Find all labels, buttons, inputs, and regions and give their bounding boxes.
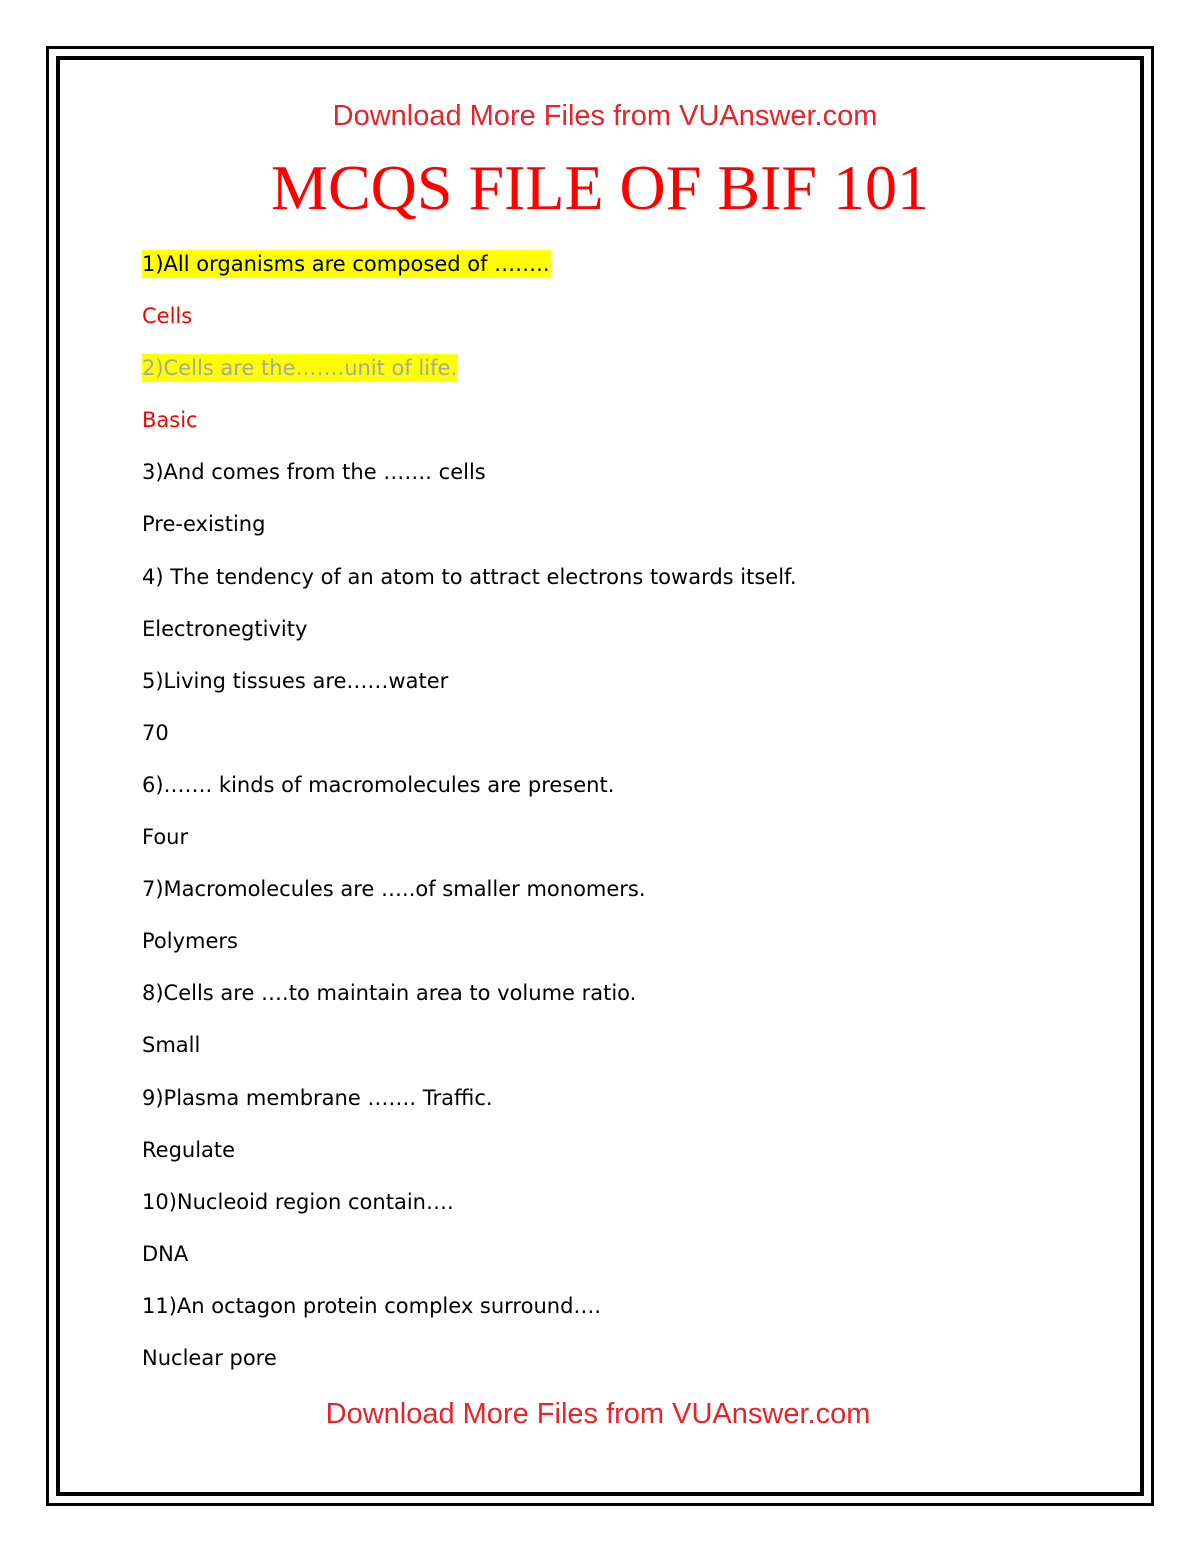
answer-3 [142, 510, 798, 562]
question-8-text: 8)Cells are ….to maintain area to volume ratio. [142, 981, 637, 1006]
footer-download-link[interactable]: Download More Files from VUAnswer.com [325, 1398, 871, 1430]
answer-6 [142, 823, 798, 875]
answer-9 [142, 1136, 798, 1188]
answer-1 [142, 302, 798, 354]
question-11-text: 11)An octagon protein complex surround…. [142, 1293, 602, 1318]
answer-9-text: Regulate [142, 1137, 236, 1162]
question-7 [142, 875, 798, 927]
answer-2 [142, 406, 798, 458]
answer-11-text: Nuclear pore [142, 1345, 277, 1370]
question-10-text: 10)Nucleoid region contain…. [142, 1189, 454, 1214]
answer-10-text: DNA [142, 1241, 189, 1266]
question-5 [142, 667, 798, 719]
question-8 [142, 979, 798, 1031]
mcq-list [142, 250, 798, 1396]
answer-5-text: 70 [142, 720, 169, 745]
question-7-text: 7)Macromolecules are …..of smaller monomers. [142, 877, 646, 902]
answer-8-text: Small [142, 1033, 201, 1058]
answer-11 [142, 1344, 798, 1396]
question-9 [142, 1084, 798, 1136]
question-1 [142, 250, 798, 302]
answer-6-text: Four [142, 825, 189, 850]
question-6-text: 6)……. kinds of macromolecules are present. [142, 772, 615, 797]
question-9-text: 9)Plasma membrane ……. Traffic. [142, 1085, 493, 1110]
answer-8 [142, 1031, 798, 1083]
question-4-text: 4) The tendency of an atom to attract electrons towards itself. [142, 564, 797, 589]
question-3 [142, 458, 798, 510]
question-2 [142, 354, 798, 406]
question-1-text: 1)All organisms are composed of …….. [142, 252, 550, 276]
answer-7-text: Polymers [142, 929, 238, 954]
answer-4-text: Electronegtivity [142, 616, 308, 641]
answer-3-text: Pre-existing [142, 512, 266, 537]
answer-1-text: Cells [142, 304, 193, 329]
question-4 [142, 563, 798, 615]
question-2-text: 2)Cells are the…….unit of life. [142, 356, 458, 381]
question-3-text: 3)And comes from the ……. cells [142, 460, 486, 485]
header-download-link[interactable]: Download More Files from VUAnswer.com [332, 100, 878, 132]
answer-2-text: Basic [142, 408, 198, 433]
answer-7 [142, 927, 798, 979]
answer-10 [142, 1240, 798, 1292]
document-title: MCQS FILE OF BIF 101 [271, 152, 929, 223]
question-11 [142, 1292, 798, 1344]
answer-5 [142, 719, 798, 771]
question-10 [142, 1188, 798, 1240]
question-5-text: 5)Living tissues are……water [142, 668, 449, 693]
question-6 [142, 771, 798, 823]
answer-4 [142, 615, 798, 667]
